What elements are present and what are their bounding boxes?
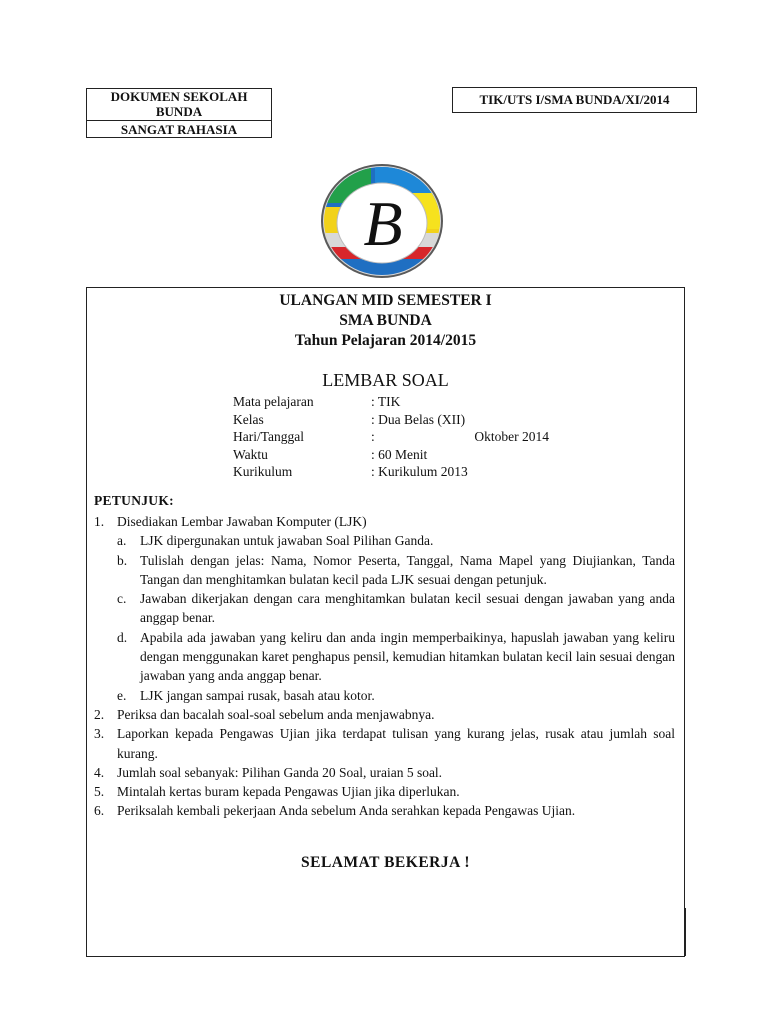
info-row — [233, 411, 611, 429]
item-number: 4. — [94, 764, 105, 780]
exam-info-table — [233, 393, 611, 481]
sub-item-letter: d. — [117, 629, 128, 645]
info-value: : TIK — [371, 394, 401, 409]
item-text: Periksa dan bacalah soal-soal sebelum anda menjawabnya. — [117, 706, 435, 722]
list-item — [94, 801, 675, 820]
item-number: 5. — [94, 784, 105, 800]
sub-item-letter: a. — [117, 533, 127, 549]
document-classification-box — [86, 88, 272, 138]
item-number: 3. — [94, 726, 105, 742]
info-value: : 60 Menit — [371, 446, 428, 462]
exam-heading — [87, 291, 684, 351]
info-value: : Kurikulum 2013 — [371, 464, 468, 479]
logo-letter: B — [363, 188, 403, 259]
document-code: TIK/UTS I/SMA BUNDA/XI/2014 — [452, 87, 697, 113]
item-text: Jumlah soal sebanyak: Pilihan Ganda 20 Soal, uraian 5 soal. — [117, 764, 443, 780]
sub-item-text: Jawaban dikerjakan dengan cara menghitamkan bulatan kecil sesuai dengan jawaban yang anda anggap benar. — [140, 591, 675, 626]
list-item — [94, 763, 675, 782]
instructions-list — [94, 512, 675, 821]
sub-item-letter: c. — [117, 591, 127, 607]
sub-list-item — [117, 531, 675, 550]
school-name: SMA BUNDA — [339, 312, 432, 329]
info-colon: : — [371, 429, 375, 444]
sub-item-letter: b. — [117, 552, 128, 568]
sub-list-item — [117, 551, 675, 590]
info-row — [233, 446, 611, 464]
info-row — [233, 428, 611, 446]
sub-list-item — [117, 686, 675, 705]
list-item — [94, 782, 675, 801]
document-classification-title — [87, 89, 271, 121]
item-text: Periksalah kembali pekerjaan Anda sebelum Anda serahkan kepada Pengawas Ujian. — [117, 803, 576, 819]
confidentiality-label: SANGAT RAHASIA — [120, 122, 238, 137]
info-label: Waktu — [233, 446, 268, 462]
list-item — [94, 705, 675, 724]
closing-message: SELAMAT BEKERJA ! — [301, 854, 470, 871]
sub-list-item — [117, 628, 675, 686]
item-text: Mintalah kertas buram kepada Pengawas Ujian jika diperlukan. — [117, 784, 460, 800]
sub-list-item — [117, 589, 675, 628]
item-number: 2. — [94, 706, 105, 722]
item-number: 1. — [94, 514, 105, 529]
item-number: 6. — [94, 803, 105, 819]
academic-year: Tahun Pelajaran 2014/2015 — [294, 332, 477, 349]
question-sheet-frame — [86, 287, 685, 957]
list-item — [94, 724, 675, 763]
sub-item-text: LJK jangan sampai rusak, basah atau kotor. — [140, 687, 375, 703]
sub-item-text: Tulislah dengan jelas: Nama, Nomor Peserta, Tanggal, Nama Mapel yang Diujiankan, Tanda Tangan dan menghitamkan bulatan kecil pada LJK sesuai dengan petunjuk. — [140, 552, 675, 587]
info-date: Oktober 2014 — [474, 429, 549, 444]
sheet-title: LEMBAR SOAL — [322, 370, 449, 390]
info-label: Hari/Tanggal — [233, 429, 305, 444]
sub-item-text: LJK dipergunakan untuk jawaban Soal Pilihan Ganda. — [140, 533, 434, 549]
exam-title: ULANGAN MID SEMESTER I — [279, 292, 492, 309]
school-logo-icon — [319, 163, 445, 279]
list-item — [94, 512, 675, 531]
info-label: Mata pelajaran — [233, 394, 314, 409]
doc-line-1: DOKUMEN SEKOLAH — [110, 89, 248, 104]
item-text: Disediakan Lembar Jawaban Komputer (LJK) — [117, 514, 367, 529]
item-text: Laporkan kepada Pengawas Ujian jika terdapat tulisan yang kurang jelas, rusak atau jumlah soal kurang. — [117, 726, 675, 761]
info-row — [233, 463, 611, 481]
info-value — [371, 428, 549, 446]
instructions-title: PETUNJUK: — [94, 493, 174, 508]
info-label: Kelas — [233, 411, 264, 427]
doc-line-2: BUNDA — [155, 104, 203, 119]
sub-item-text: Apabila ada jawaban yang keliru dan anda ingin memperbaikinya, hapuslah jawaban yang keliru dengan menggunakan karet penghapus pensil, kemudian hitamkan bulatan kecil lain sesuai dengan jawaban yang anda anggap benar. — [140, 629, 675, 684]
info-row — [233, 393, 611, 411]
info-value: : Dua Belas (XII) — [371, 411, 466, 427]
info-label: Kurikulum — [233, 464, 293, 479]
sub-item-letter: e. — [117, 687, 127, 703]
frame-edge-mark — [684, 908, 686, 956]
